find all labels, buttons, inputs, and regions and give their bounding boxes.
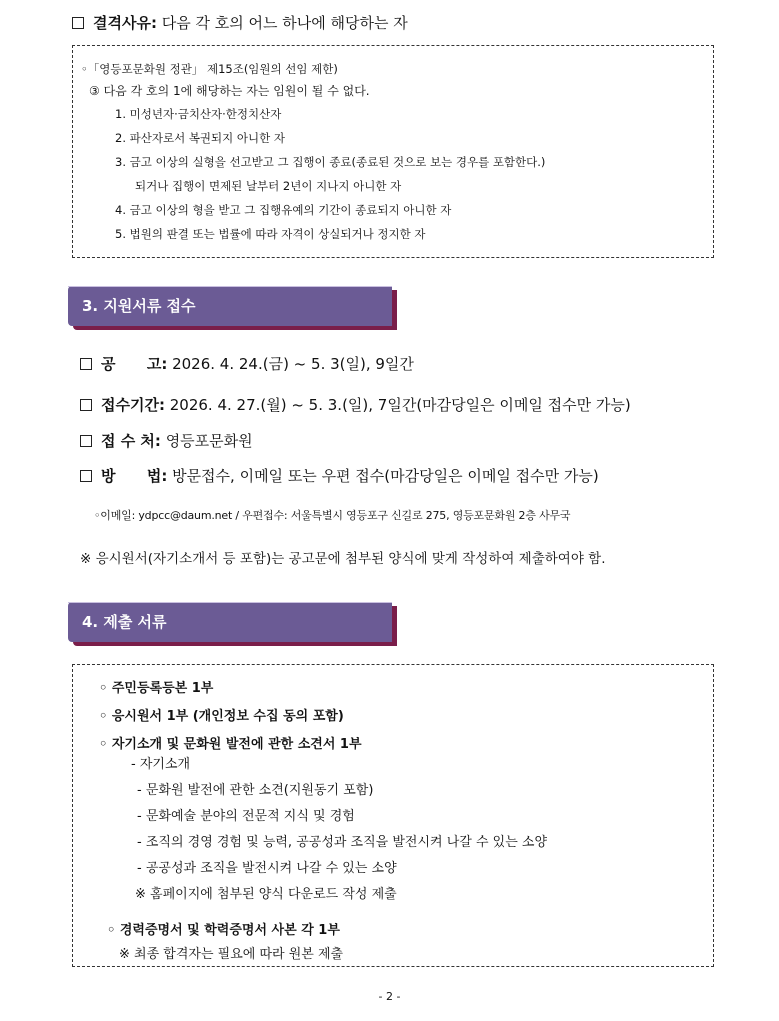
document-subitem: - 문화예술 분야의 전문적 지식 및 경험 xyxy=(137,809,355,824)
bylaws-item: 1. 미성년자·금치산자·한정치산자 xyxy=(115,107,282,121)
bylaws-item: 2. 파산자로서 복권되지 아니한 자 xyxy=(115,131,286,145)
section-3-title: 3. 지원서류 접수 xyxy=(82,297,196,315)
row-value: 2026. 4. 24.(금) ~ 5. 3(일), 9일간 xyxy=(167,355,414,373)
section-3-header xyxy=(68,286,392,326)
reception-place-row xyxy=(80,430,253,451)
section-4-header xyxy=(68,602,392,642)
checkbox-square-icon xyxy=(80,399,92,411)
document-item: ◦ 응시원서 1부 (개인정보 수집 동의 포함) xyxy=(99,709,344,724)
document-note: ※ 홈페이지에 첨부된 양식 다운로드 작성 제출 xyxy=(135,887,397,902)
row-label: 접수기간: xyxy=(101,396,165,414)
application-note: ※ 응시원서(자기소개서 등 포함)는 공고문에 첨부된 양식에 맞게 작성하여 제출하여야 함. xyxy=(80,551,606,567)
document-subitem: - 공공성과 조직을 발전시켜 나갈 수 있는 소양 xyxy=(137,861,397,876)
document-subitem: - 문화원 발전에 관한 소견(지원동기 포함) xyxy=(137,783,374,798)
document-subitem: - 자기소개 xyxy=(131,757,191,772)
documents-box xyxy=(72,664,714,967)
row-value: 영등포문화원 xyxy=(160,432,253,450)
bylaws-item: 4. 금고 이상의 형을 받고 그 집행유예의 기간이 종료되지 아니한 자 xyxy=(115,203,452,217)
contact-info: ◦이메일: ydpcc@daum.net / 우편접수: 서울특별시 영등포구 신길로 275, 영등포문화원 2층 사무국 xyxy=(94,509,571,522)
document-note: ※ 최종 합격자는 필요에 따라 원본 제출 xyxy=(119,947,344,962)
bylaws-item-continued: 되거나 집행이 면제된 날부터 2년이 지나지 아니한 자 xyxy=(135,179,402,193)
checkbox-square-icon xyxy=(80,470,92,482)
row-value: 2026. 4. 27.(월) ~ 5. 3.(일), 7일간(마감당일은 이메일 접수만 가능) xyxy=(164,396,631,414)
checkbox-square-icon xyxy=(72,17,84,29)
bylaws-title: ◦「영등포문화원 정관」 제15조(임원의 선임 제한) xyxy=(81,62,338,76)
row-label: 공 고: xyxy=(101,355,168,373)
document-item: ◦ 자기소개 및 문화원 발전에 관한 소견서 1부 xyxy=(99,737,362,752)
bylaws-box xyxy=(72,45,714,258)
checkbox-square-icon xyxy=(80,358,92,370)
document-subitem: - 조직의 경영 경험 및 능력, 공공성과 조직을 발전시켜 나갈 수 있는 소양 xyxy=(137,835,548,850)
disqualification-label: 결격사유: xyxy=(93,14,157,32)
document-item: ◦ 경력증명서 및 학력증명서 사본 각 1부 xyxy=(107,923,340,938)
checkbox-square-icon xyxy=(80,435,92,447)
row-label: 접 수 처: xyxy=(101,432,161,450)
document-item: ◦ 주민등록등본 1부 xyxy=(99,681,214,696)
disqualification-heading xyxy=(72,12,408,33)
bylaws-item: 3. 금고 이상의 실형을 선고받고 그 집행이 종료(종료된 것으로 보는 경우를 포함한다.) xyxy=(115,155,546,169)
section-4-title: 4. 제출 서류 xyxy=(82,613,167,631)
row-value: 방문접수, 이메일 또는 우편 접수(마감당일은 이메일 접수만 가능) xyxy=(167,467,599,485)
bylaws-item: 5. 법원의 판결 또는 법률에 따라 자격이 상실되거나 정지한 자 xyxy=(115,227,426,241)
method-row xyxy=(80,465,599,486)
row-label: 방 법: xyxy=(101,467,168,485)
page-number: - 2 - xyxy=(378,990,401,1003)
reception-period-row xyxy=(80,394,631,415)
announcement-row xyxy=(80,353,414,374)
disqualification-text: 다음 각 호의 어느 하나에 해당하는 자 xyxy=(156,14,408,32)
bylaws-clause: ③ 다음 각 호의 1에 해당하는 자는 임원이 될 수 없다. xyxy=(89,84,370,98)
